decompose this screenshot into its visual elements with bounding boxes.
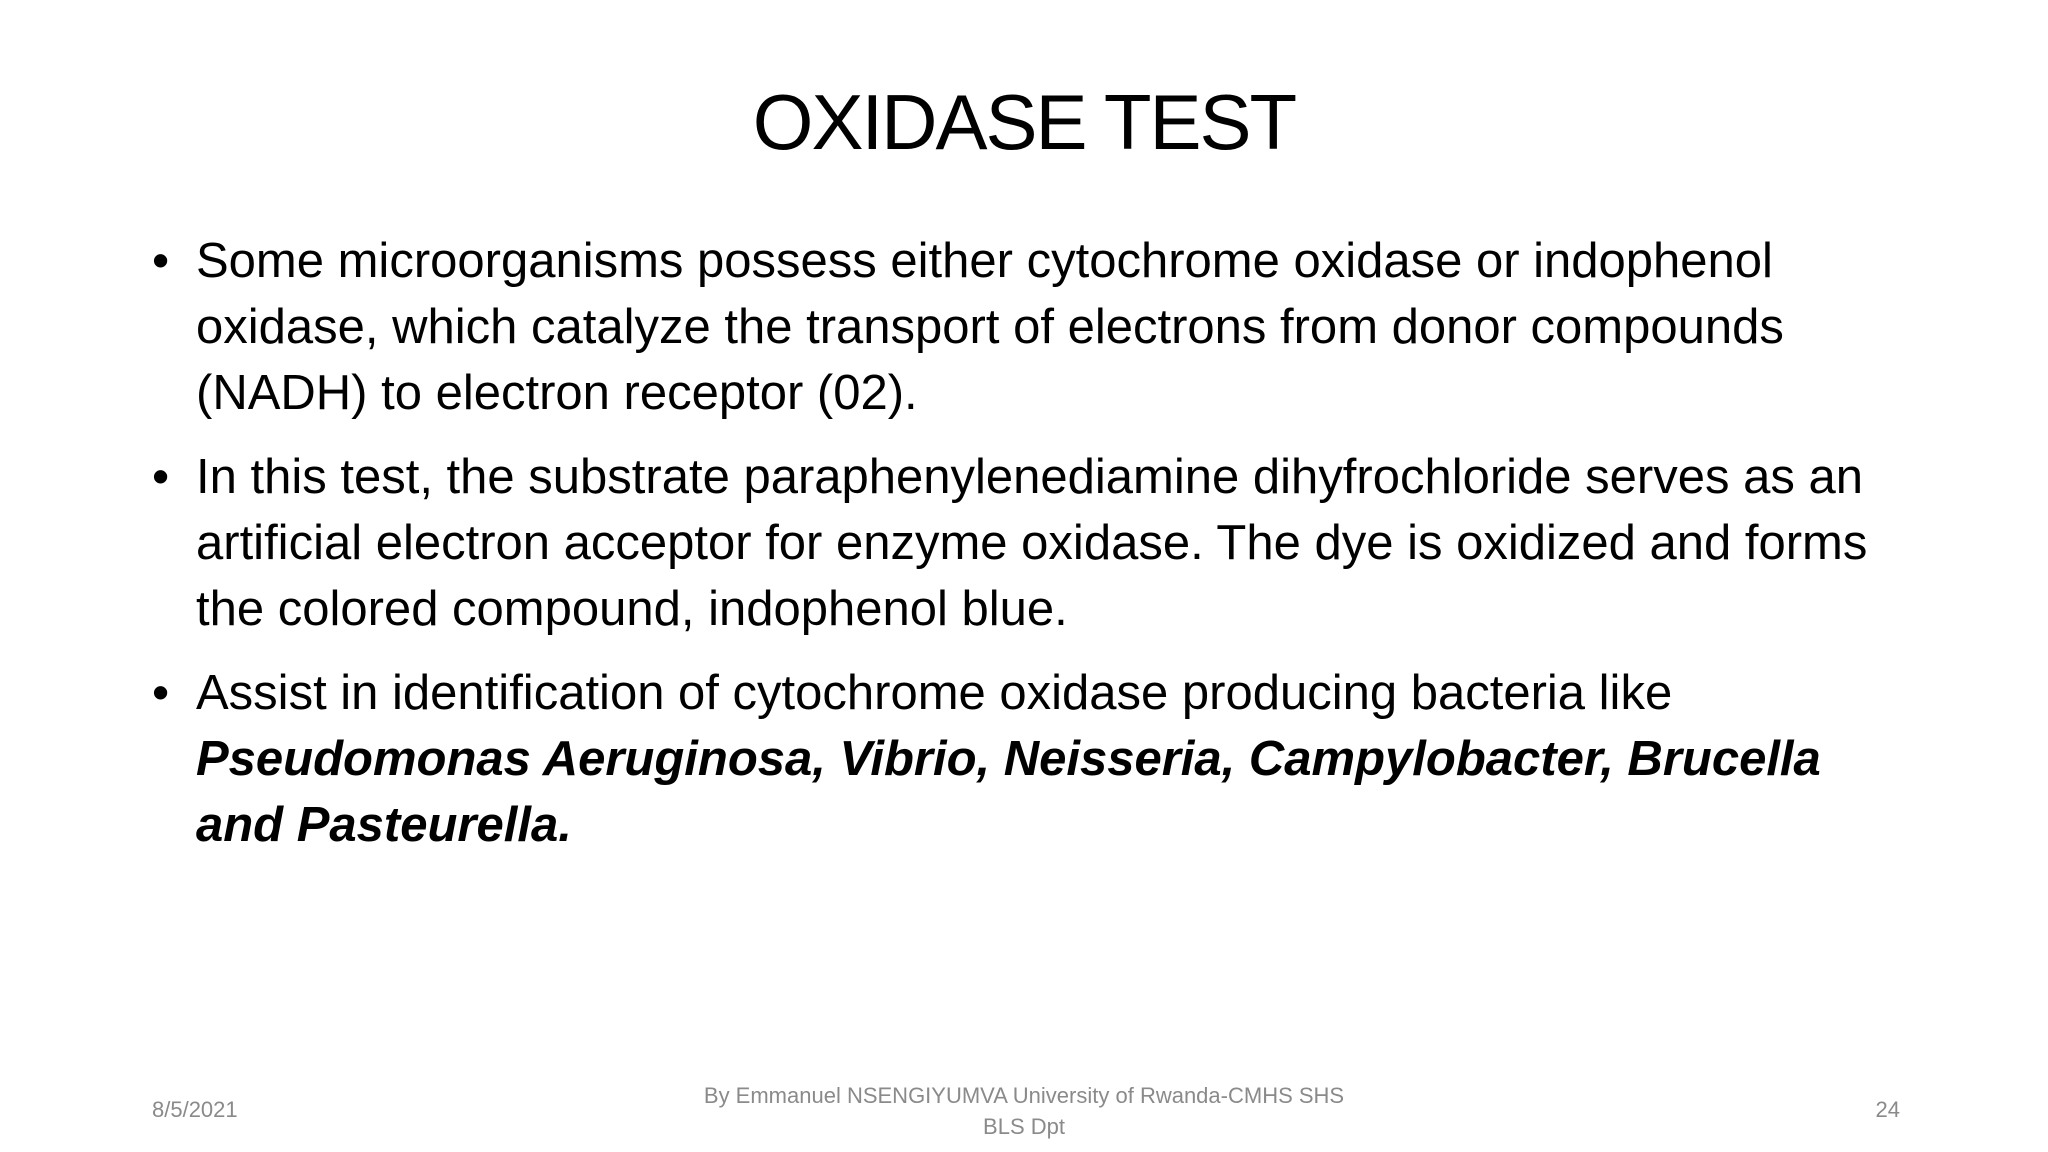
bullet-dot-icon: • bbox=[152, 234, 170, 288]
bullet-text: Some microorganisms possess either cytochrome oxidase or indophenol oxidase, which catalyze the transport of electrons from donor compounds (NADH) to electron receptor (02). bbox=[196, 234, 1784, 420]
footer-author bbox=[624, 1080, 1424, 1142]
slide-title: OXIDASE TEST bbox=[752, 78, 1296, 166]
bullet-item-2 bbox=[152, 444, 1872, 642]
bullet-dot-icon: • bbox=[152, 666, 170, 720]
bullet-item-1 bbox=[152, 228, 1872, 426]
bullet-item-3 bbox=[152, 660, 1872, 858]
footer-author-line-1: By Emmanuel NSENGIYUMVA University of Rwanda-CMHS SHS bbox=[703, 1083, 1345, 1108]
footer-date: 8/5/2021 bbox=[152, 1097, 238, 1122]
bullet-list bbox=[152, 228, 1872, 876]
bullet-text: Assist in identification of cytochrome oxidase producing bacteria like bbox=[196, 666, 1673, 720]
page-number: 24 bbox=[1875, 1097, 1900, 1122]
bacteria-names: Pseudomonas Aeruginosa, Vibrio, Neisseria, Campylobacter, Brucella and Pasteurella. bbox=[196, 732, 1821, 852]
bullet-text: In this test, the substrate paraphenylenediamine dihyfrochloride serves as an artificial electron acceptor for enzyme oxidase. The dye is oxidized and forms the colored compound, indophenol blue. bbox=[196, 450, 1868, 636]
bullet-dot-icon: • bbox=[152, 450, 170, 504]
footer-author-line-2: BLS Dpt bbox=[983, 1114, 1065, 1139]
